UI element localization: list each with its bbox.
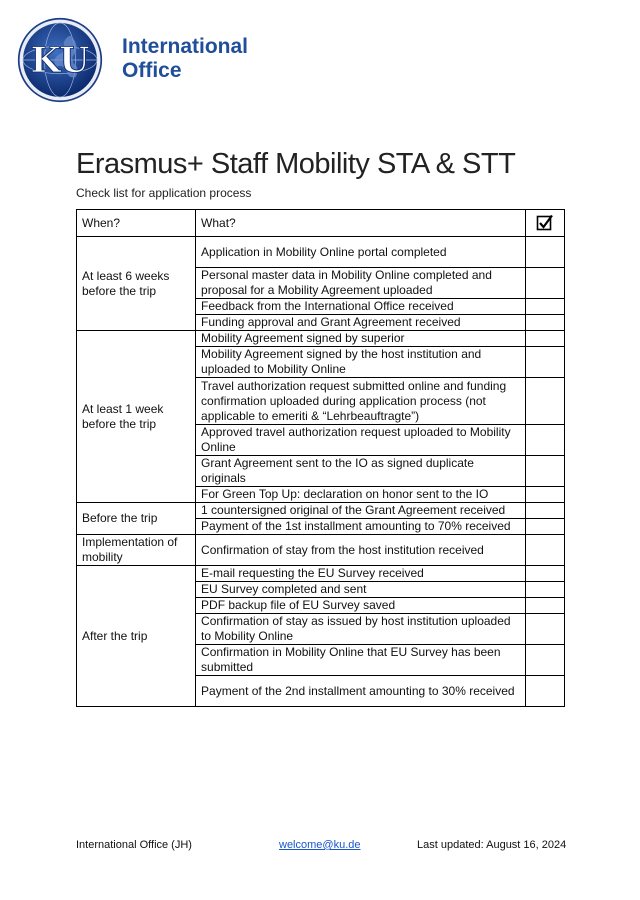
task-cell: PDF backup file of EU Survey saved [196,598,526,614]
checkbox-cell[interactable] [526,425,565,456]
task-cell: Approved travel authorization request uploaded to Mobility Online [196,425,526,456]
task-cell: Travel authorization request submitted online and funding confirmation uploaded during application process (not applicable to emeriti & “Lehrbeauftragte”) [196,378,526,425]
task-cell: Grant Agreement sent to the IO as signed duplicate originals [196,456,526,487]
checkbox-cell[interactable] [526,614,565,645]
checkbox-cell[interactable] [526,456,565,487]
task-cell: Payment of the 1st installment amounting to 70% received [196,519,526,535]
checkbox-cell[interactable] [526,299,565,315]
table-row [77,503,565,519]
task-cell: Confirmation in Mobility Online that EU Survey has been submitted [196,645,526,676]
task-cell: Mobility Agreement signed by superior [196,331,526,347]
checkbox-cell[interactable] [526,645,565,676]
task-cell: 1 countersigned original of the Grant Agreement received [196,503,526,519]
task-cell: Confirmation of stay from the host institution received [196,535,526,566]
task-cell: Payment of the 2nd installment amounting to 30% received [196,676,526,707]
task-cell: Application in Mobility Online portal completed [196,237,526,268]
checkbox-cell[interactable] [526,315,565,331]
footer-email-link[interactable]: welcome@ku.de [279,839,361,851]
checkbox-cell[interactable] [526,347,565,378]
when-cell: At least 1 week before the trip [77,331,196,503]
checkbox-cell[interactable] [526,378,565,425]
checkbox-cell[interactable] [526,331,565,347]
checkbox-cell[interactable] [526,566,565,582]
table-row [77,237,565,268]
checkbox-cell[interactable] [526,582,565,598]
checkbox-cell[interactable] [526,487,565,503]
checked-box-icon [536,214,554,232]
table-row [77,566,565,582]
checkbox-cell[interactable] [526,237,565,268]
org-name-line2: Office [122,59,182,82]
footer-office: International Office (JH) [76,839,192,851]
checkbox-cell[interactable] [526,598,565,614]
footer-last-updated: Last updated: August 16, 2024 [417,839,567,851]
header-check [526,210,565,237]
task-cell: EU Survey completed and sent [196,582,526,598]
when-cell: Implementation of mobility [77,535,196,566]
table-row [77,331,565,347]
ku-logo [15,15,265,110]
task-cell: For Green Top Up: declaration on honor sent to the IO [196,487,526,503]
page-title: Erasmus+ Staff Mobility STA & STT [76,148,516,180]
when-cell: After the trip [77,566,196,707]
page-subtitle: Check list for application process [76,186,252,200]
task-cell: Mobility Agreement signed by the host institution and uploaded to Mobility Online [196,347,526,378]
globe-logo-icon [17,17,103,103]
header-what: What? [196,210,526,237]
task-cell: Feedback from the International Office received [196,299,526,315]
checklist-table [76,209,565,707]
task-cell: Personal master data in Mobility Online completed and proposal for a Mobility Agreement uploaded [196,268,526,299]
table-header-row [77,210,565,237]
checkbox-cell[interactable] [526,535,565,566]
svg-text:KU: KU [30,41,90,82]
org-name [122,35,248,83]
when-cell: Before the trip [77,503,196,535]
when-cell: At least 6 weeks before the trip [77,237,196,331]
table-row [77,535,565,566]
checkbox-cell[interactable] [526,519,565,535]
org-name-line1: International [122,35,249,58]
task-cell: E-mail requesting the EU Survey received [196,566,526,582]
task-cell: Funding approval and Grant Agreement received [196,315,526,331]
checkbox-cell[interactable] [526,268,565,299]
task-cell: Confirmation of stay as issued by host institution uploaded to Mobility Online [196,614,526,645]
checkbox-cell[interactable] [526,676,565,707]
checkbox-cell[interactable] [526,503,565,519]
header-when: When? [77,210,196,237]
